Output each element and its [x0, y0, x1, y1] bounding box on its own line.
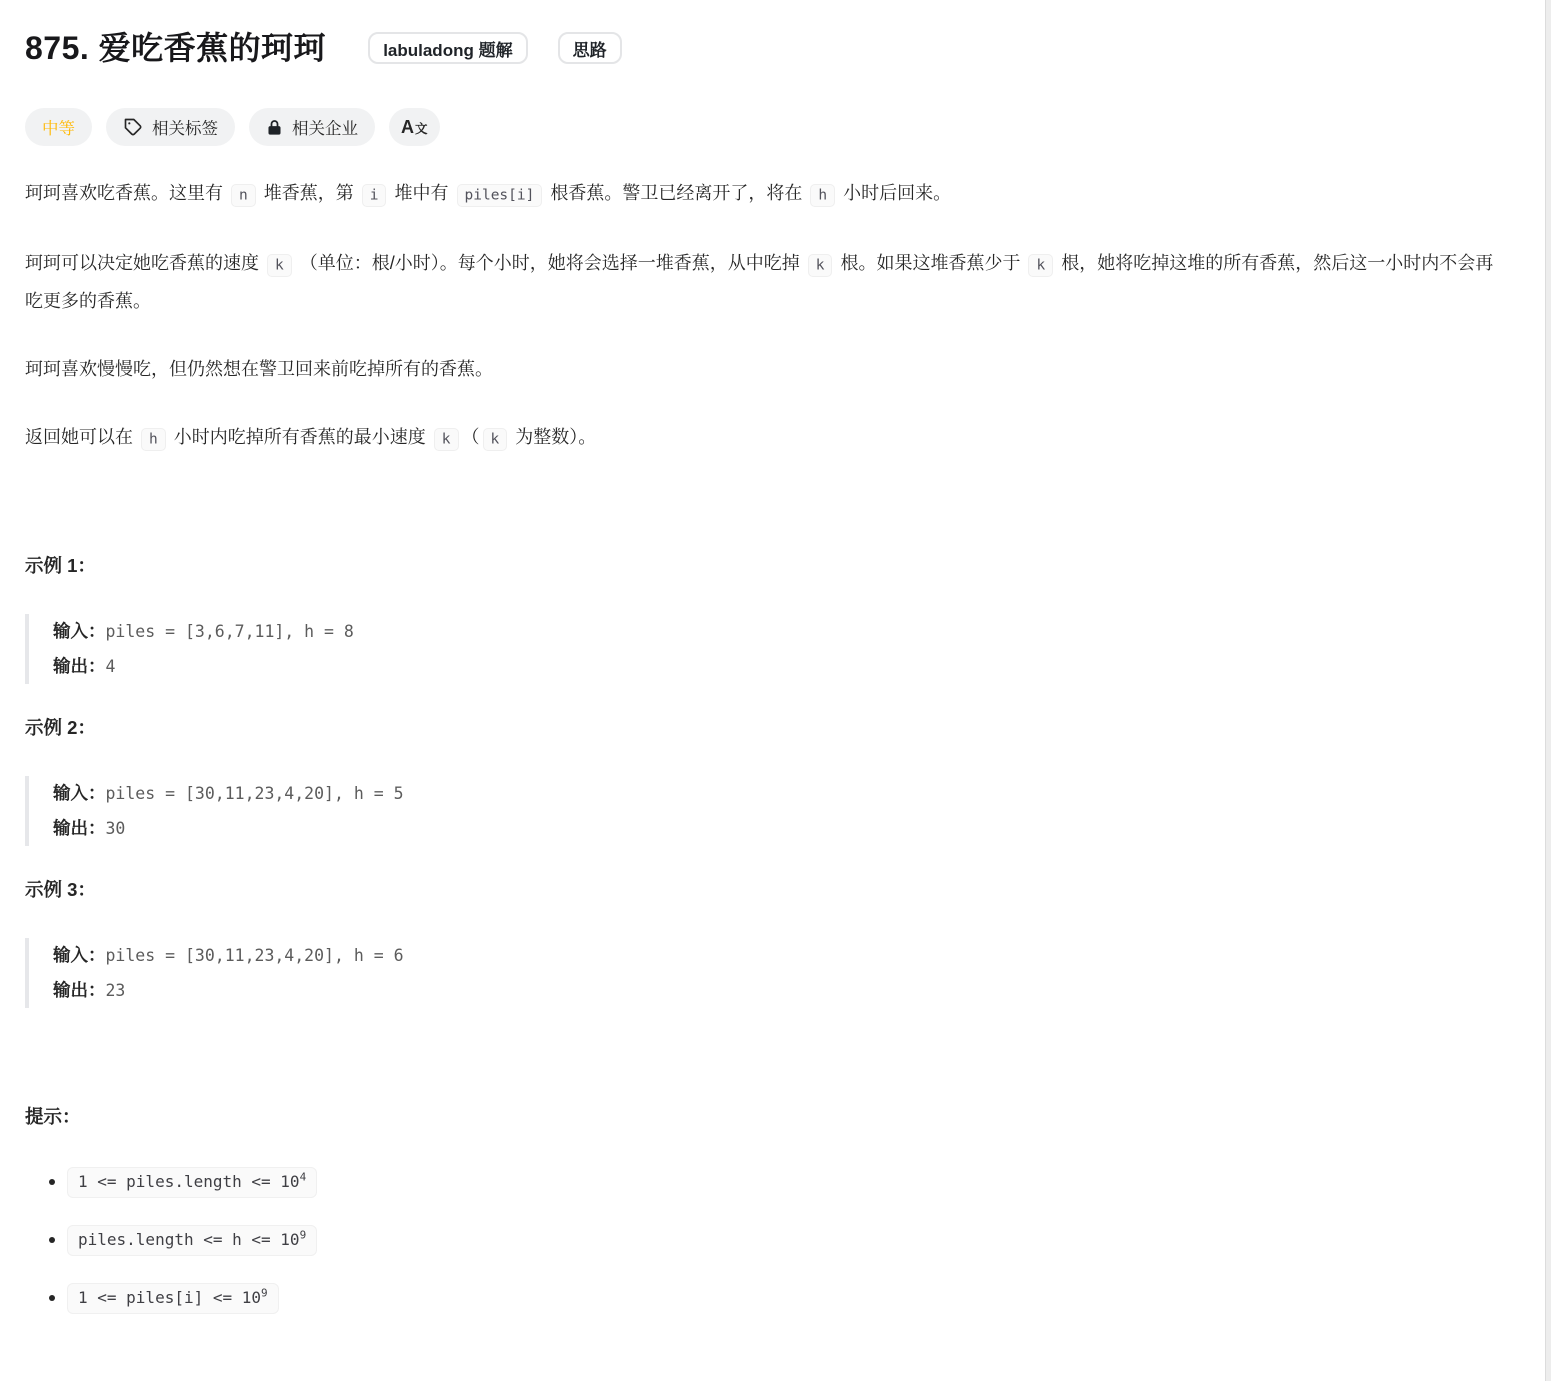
tag-icon: [123, 117, 143, 137]
description-paragraph: 珂珂喜欢慢慢吃，但仍然想在警卫回来前吃掉所有的香蕉。: [25, 359, 493, 379]
output-value: 30: [105, 819, 126, 838]
idea-badge[interactable]: 思路: [558, 32, 622, 64]
inline-code: i: [362, 184, 387, 207]
title-row: [25, 28, 1521, 68]
translate-button[interactable]: [389, 108, 440, 146]
inline-code: n: [231, 184, 256, 207]
constraints-list: [25, 1167, 1521, 1314]
example-input-line: [53, 614, 1521, 649]
example-block: [25, 614, 1521, 684]
input-value: piles = [30,11,23,4,20], h = 6: [105, 946, 404, 965]
lock-icon: [266, 119, 283, 136]
output-value: 23: [105, 981, 126, 1000]
example-input-line: [53, 938, 1521, 973]
input-label: 输入：: [53, 621, 106, 641]
companies-pill-label: 相关企业: [292, 120, 358, 138]
inline-code: k: [483, 428, 508, 451]
description-paragraph: 珂珂喜欢吃香蕉。这里有 n 堆香蕉，第 i 堆中有 piles[i] 根香蕉。警卫已经离开了，将在 h 小时后回来。: [25, 175, 1501, 213]
input-value: piles = [3,6,7,11], h = 8: [105, 622, 354, 641]
input-label: 输入：: [53, 783, 106, 803]
tags-pill[interactable]: [106, 108, 235, 146]
example-block: [25, 938, 1521, 1008]
difficulty-badge: 中等: [25, 108, 92, 146]
example-heading: 示例 2：: [25, 717, 96, 738]
inline-code: piles[i]: [457, 184, 543, 207]
constraint-code: piles.length <= $h <= 10^9$: [67, 1225, 317, 1256]
example-block: [25, 776, 1521, 846]
example-output-line: [53, 973, 1521, 1008]
page-title: 875. 爱吃香蕉的珂珂: [25, 30, 327, 66]
inline-code: k: [808, 254, 833, 277]
constraint-item: [67, 1167, 1521, 1198]
hints-heading: 提示：: [25, 1106, 81, 1127]
inline-code: k: [434, 428, 459, 451]
description-paragraph: 返回她可以在 h 小时内吃掉所有香蕉的最小速度 k （ k 为整数）。: [25, 419, 1501, 457]
example-input-line: [53, 776, 1521, 811]
example-output-line: [53, 649, 1521, 684]
meta-pill-row: [25, 108, 1521, 146]
constraint-item: [67, 1225, 1521, 1256]
description-paragraph: 珂珂可以决定她吃香蕉的速度 k （单位：根/小时）。每个小时，她将会选择一堆香蕉，从中吃掉 k 根。如果这堆香蕉少于 k 根，她将吃掉这堆的所有香蕉，然后这一小时内不会再吃更多的香蕉。: [25, 253, 1494, 311]
input-value: piles = [30,11,23,4,20], h = 5: [105, 784, 404, 803]
inline-code: h: [141, 428, 166, 451]
tags-pill-label: 相关标签: [152, 120, 218, 138]
companies-pill[interactable]: [249, 108, 375, 146]
constraint-item: [67, 1283, 1521, 1314]
inline-code: k: [267, 254, 292, 277]
problem-description: [25, 175, 1521, 457]
solution-badge[interactable]: labuladong 题解: [368, 32, 527, 64]
output-label: 输出：: [53, 656, 106, 676]
output-label: 输出：: [53, 980, 106, 1000]
constraint-code: 1 <= piles.length <= $10^4$: [67, 1167, 317, 1198]
inline-code: h: [810, 184, 835, 207]
constraint-code: 1 <= piles[i] <= $10^9$: [67, 1283, 279, 1314]
example-heading: 示例 3：: [25, 879, 96, 900]
output-value: 4: [105, 657, 116, 676]
inline-code: k: [1028, 254, 1053, 277]
output-label: 输出：: [53, 818, 106, 838]
example-output-line: [53, 811, 1521, 846]
input-label: 输入：: [53, 945, 106, 965]
example-heading: 示例 1：: [25, 555, 96, 576]
scrollbar-track[interactable]: [1545, 0, 1551, 1381]
translate-icon: A文: [401, 116, 428, 137]
